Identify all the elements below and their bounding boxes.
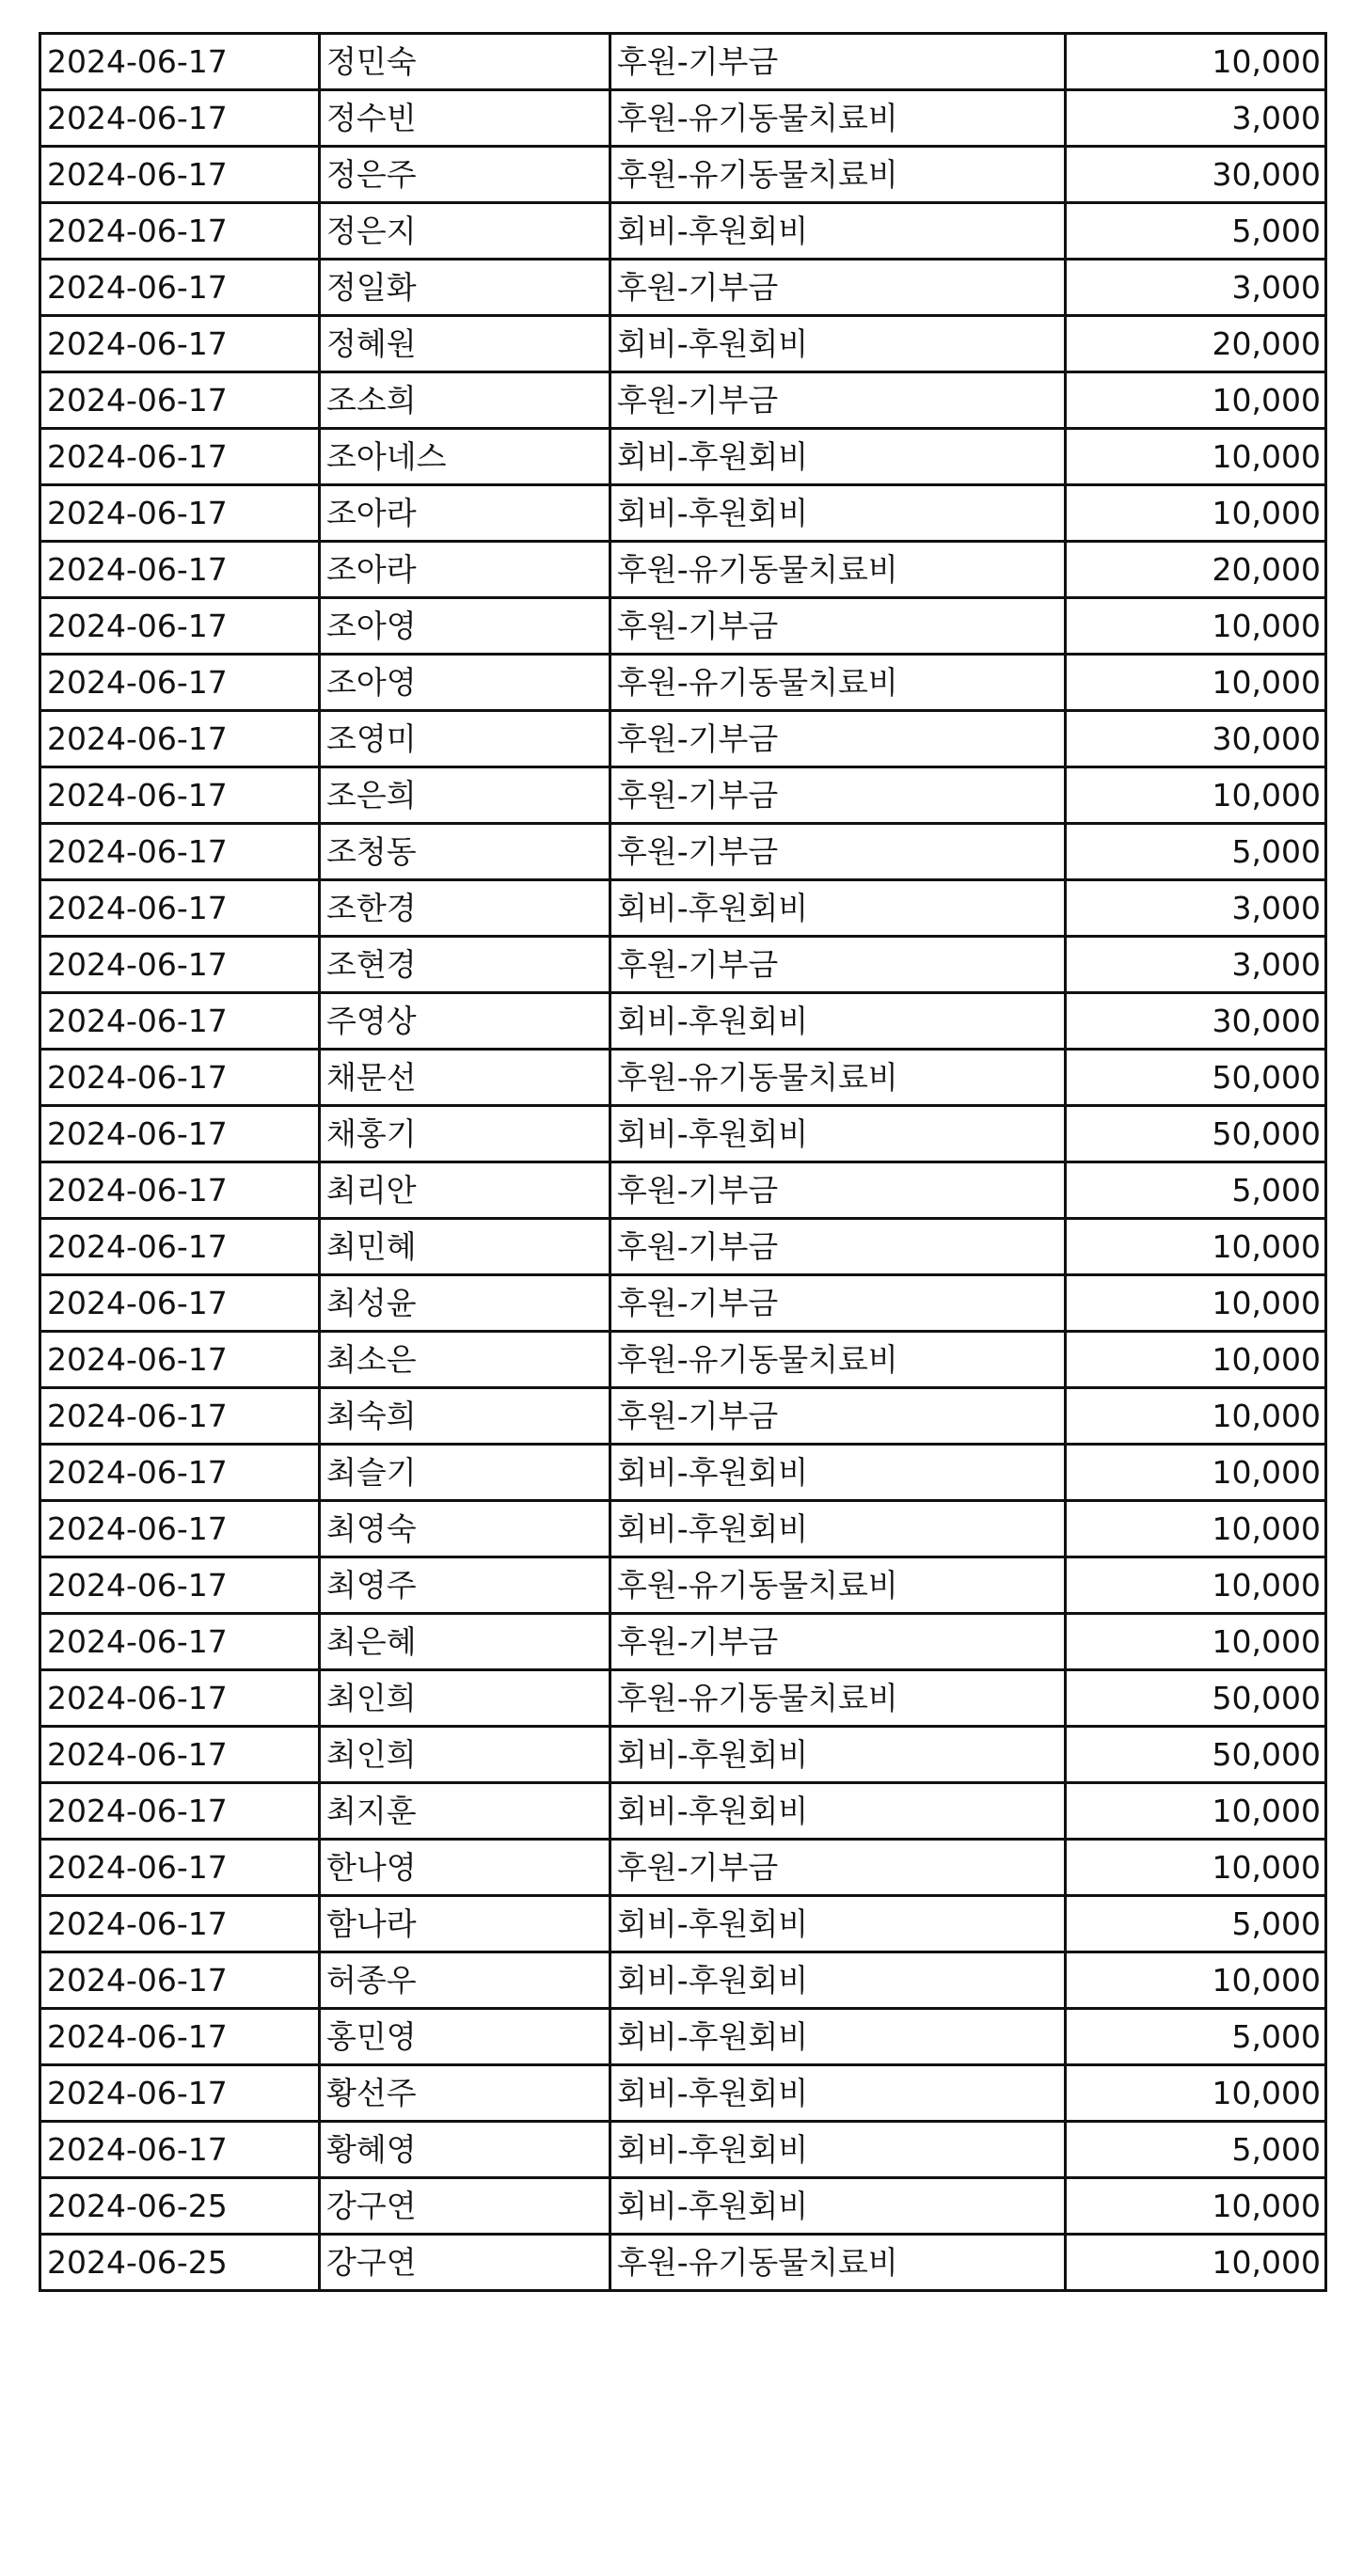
date-cell: 2024-06-17 (40, 767, 320, 824)
donor-name-cell: 조아네스 (320, 429, 610, 485)
donor-name-cell: 최영숙 (320, 1501, 610, 1557)
table-row (40, 824, 1326, 880)
date-cell: 2024-06-17 (40, 34, 320, 90)
donor-name-cell: 조아라 (320, 485, 610, 542)
amount-cell: 30,000 (1066, 993, 1326, 1050)
table-row (40, 993, 1326, 1050)
donor-name-cell: 정일화 (320, 260, 610, 316)
donor-name-cell: 최소은 (320, 1332, 610, 1388)
table-row (40, 1501, 1326, 1557)
donor-name-cell: 정혜원 (320, 316, 610, 372)
donor-name-cell: 함나라 (320, 1896, 610, 1952)
amount-cell: 10,000 (1066, 1952, 1326, 2009)
category-cell: 회비-후원회비 (610, 2065, 1066, 2122)
date-cell: 2024-06-17 (40, 90, 320, 147)
amount-cell: 3,000 (1066, 937, 1326, 993)
date-cell: 2024-06-17 (40, 2122, 320, 2178)
date-cell: 2024-06-17 (40, 993, 320, 1050)
category-cell: 회비-후원회비 (610, 1952, 1066, 2009)
amount-cell: 20,000 (1066, 542, 1326, 598)
table-row (40, 1332, 1326, 1388)
donor-name-cell: 최민혜 (320, 1219, 610, 1275)
category-cell: 후원-유기동물치료비 (610, 147, 1066, 203)
donor-name-cell: 최성윤 (320, 1275, 610, 1332)
table-row (40, 1050, 1326, 1106)
table-row (40, 767, 1326, 824)
amount-cell: 10,000 (1066, 1783, 1326, 1840)
date-cell: 2024-06-17 (40, 147, 320, 203)
table-row (40, 147, 1326, 203)
table-row (40, 1896, 1326, 1952)
category-cell: 회비-후원회비 (610, 203, 1066, 260)
amount-cell: 10,000 (1066, 372, 1326, 429)
donor-name-cell: 정은주 (320, 147, 610, 203)
amount-cell: 10,000 (1066, 1275, 1326, 1332)
category-cell: 후원-기부금 (610, 767, 1066, 824)
table-row (40, 655, 1326, 711)
date-cell: 2024-06-17 (40, 655, 320, 711)
date-cell: 2024-06-17 (40, 316, 320, 372)
donor-name-cell: 채홍기 (320, 1106, 610, 1162)
amount-cell: 5,000 (1066, 203, 1326, 260)
date-cell: 2024-06-17 (40, 1670, 320, 1727)
table-row (40, 598, 1326, 655)
date-cell: 2024-06-17 (40, 542, 320, 598)
amount-cell: 50,000 (1066, 1050, 1326, 1106)
donor-name-cell: 주영상 (320, 993, 610, 1050)
table-row (40, 1840, 1326, 1896)
date-cell: 2024-06-17 (40, 2065, 320, 2122)
date-cell: 2024-06-17 (40, 485, 320, 542)
table-row (40, 1670, 1326, 1727)
table-row (40, 937, 1326, 993)
amount-cell: 10,000 (1066, 1501, 1326, 1557)
amount-cell: 5,000 (1066, 2009, 1326, 2065)
amount-cell: 10,000 (1066, 1445, 1326, 1501)
category-cell: 후원-기부금 (610, 598, 1066, 655)
date-cell: 2024-06-17 (40, 824, 320, 880)
date-cell: 2024-06-17 (40, 1219, 320, 1275)
amount-cell: 10,000 (1066, 429, 1326, 485)
amount-cell: 10,000 (1066, 1332, 1326, 1388)
table-row (40, 1445, 1326, 1501)
amount-cell: 5,000 (1066, 2122, 1326, 2178)
category-cell: 회비-후원회비 (610, 1896, 1066, 1952)
donor-name-cell: 최숙희 (320, 1388, 610, 1445)
donor-name-cell: 조소희 (320, 372, 610, 429)
date-cell: 2024-06-17 (40, 1332, 320, 1388)
amount-cell: 10,000 (1066, 1557, 1326, 1614)
category-cell: 후원-유기동물치료비 (610, 1332, 1066, 1388)
table-row (40, 1106, 1326, 1162)
table-row (40, 542, 1326, 598)
date-cell: 2024-06-17 (40, 1050, 320, 1106)
donor-name-cell: 강구연 (320, 2178, 610, 2235)
donation-ledger-table (39, 32, 1327, 2292)
table-row (40, 2065, 1326, 2122)
table-row (40, 34, 1326, 90)
donor-name-cell: 조아라 (320, 542, 610, 598)
amount-cell: 10,000 (1066, 1840, 1326, 1896)
donor-name-cell: 홍민영 (320, 2009, 610, 2065)
date-cell: 2024-06-17 (40, 1557, 320, 1614)
category-cell: 회비-후원회비 (610, 2122, 1066, 2178)
donor-name-cell: 조현경 (320, 937, 610, 993)
date-cell: 2024-06-17 (40, 1106, 320, 1162)
table-row (40, 1275, 1326, 1332)
amount-cell: 10,000 (1066, 598, 1326, 655)
amount-cell: 10,000 (1066, 34, 1326, 90)
amount-cell: 30,000 (1066, 711, 1326, 767)
donor-name-cell: 최인희 (320, 1670, 610, 1727)
ledger-body (40, 34, 1326, 2291)
amount-cell: 10,000 (1066, 767, 1326, 824)
donor-name-cell: 최리안 (320, 1162, 610, 1219)
category-cell: 회비-후원회비 (610, 316, 1066, 372)
donor-name-cell: 최인희 (320, 1727, 610, 1783)
table-row (40, 1783, 1326, 1840)
donor-name-cell: 최은혜 (320, 1614, 610, 1670)
donor-name-cell: 황선주 (320, 2065, 610, 2122)
amount-cell: 3,000 (1066, 90, 1326, 147)
table-row (40, 711, 1326, 767)
category-cell: 후원-기부금 (610, 372, 1066, 429)
category-cell: 후원-유기동물치료비 (610, 1557, 1066, 1614)
amount-cell: 5,000 (1066, 1162, 1326, 1219)
table-row (40, 203, 1326, 260)
date-cell: 2024-06-17 (40, 1445, 320, 1501)
date-cell: 2024-06-17 (40, 880, 320, 937)
date-cell: 2024-06-17 (40, 1162, 320, 1219)
category-cell: 후원-기부금 (610, 711, 1066, 767)
donor-name-cell: 채문선 (320, 1050, 610, 1106)
amount-cell: 3,000 (1066, 880, 1326, 937)
category-cell: 후원-기부금 (610, 824, 1066, 880)
amount-cell: 10,000 (1066, 2235, 1326, 2291)
donor-name-cell: 허종우 (320, 1952, 610, 2009)
amount-cell: 10,000 (1066, 2178, 1326, 2235)
date-cell: 2024-06-17 (40, 1275, 320, 1332)
category-cell: 회비-후원회비 (610, 1501, 1066, 1557)
table-row (40, 316, 1326, 372)
amount-cell: 10,000 (1066, 1614, 1326, 1670)
table-row (40, 2178, 1326, 2235)
donor-name-cell: 조청동 (320, 824, 610, 880)
donor-name-cell: 최슬기 (320, 1445, 610, 1501)
date-cell: 2024-06-17 (40, 711, 320, 767)
amount-cell: 10,000 (1066, 485, 1326, 542)
donor-name-cell: 한나영 (320, 1840, 610, 1896)
category-cell: 후원-유기동물치료비 (610, 1050, 1066, 1106)
amount-cell: 5,000 (1066, 824, 1326, 880)
category-cell: 회비-후원회비 (610, 993, 1066, 1050)
category-cell: 회비-후원회비 (610, 2178, 1066, 2235)
amount-cell: 50,000 (1066, 1670, 1326, 1727)
amount-cell: 50,000 (1066, 1106, 1326, 1162)
donor-name-cell: 조아영 (320, 598, 610, 655)
table-row (40, 90, 1326, 147)
date-cell: 2024-06-17 (40, 1614, 320, 1670)
category-cell: 후원-기부금 (610, 1219, 1066, 1275)
amount-cell: 10,000 (1066, 655, 1326, 711)
amount-cell: 30,000 (1066, 147, 1326, 203)
donor-name-cell: 정은지 (320, 203, 610, 260)
category-cell: 후원-유기동물치료비 (610, 90, 1066, 147)
date-cell: 2024-06-17 (40, 372, 320, 429)
date-cell: 2024-06-17 (40, 1952, 320, 2009)
date-cell: 2024-06-25 (40, 2178, 320, 2235)
date-cell: 2024-06-17 (40, 598, 320, 655)
donor-name-cell: 조한경 (320, 880, 610, 937)
donor-name-cell: 정민숙 (320, 34, 610, 90)
category-cell: 후원-기부금 (610, 260, 1066, 316)
amount-cell: 50,000 (1066, 1727, 1326, 1783)
date-cell: 2024-06-17 (40, 1840, 320, 1896)
table-row (40, 485, 1326, 542)
table-row (40, 1162, 1326, 1219)
table-row (40, 880, 1326, 937)
amount-cell: 5,000 (1066, 1896, 1326, 1952)
table-row (40, 1219, 1326, 1275)
category-cell: 후원-유기동물치료비 (610, 1670, 1066, 1727)
date-cell: 2024-06-17 (40, 2009, 320, 2065)
category-cell: 회비-후원회비 (610, 1783, 1066, 1840)
donor-name-cell: 최지훈 (320, 1783, 610, 1840)
category-cell: 후원-기부금 (610, 1840, 1066, 1896)
donor-name-cell: 정수빈 (320, 90, 610, 147)
table-row (40, 2235, 1326, 2291)
category-cell: 회비-후원회비 (610, 2009, 1066, 2065)
donor-name-cell: 강구연 (320, 2235, 610, 2291)
date-cell: 2024-06-17 (40, 429, 320, 485)
category-cell: 후원-유기동물치료비 (610, 2235, 1066, 2291)
date-cell: 2024-06-17 (40, 1896, 320, 1952)
table-row (40, 1952, 1326, 2009)
table-row (40, 1727, 1326, 1783)
donor-name-cell: 조영미 (320, 711, 610, 767)
category-cell: 후원-기부금 (610, 34, 1066, 90)
table-row (40, 2009, 1326, 2065)
date-cell: 2024-06-17 (40, 1501, 320, 1557)
category-cell: 회비-후원회비 (610, 485, 1066, 542)
category-cell: 후원-기부금 (610, 1388, 1066, 1445)
amount-cell: 10,000 (1066, 1219, 1326, 1275)
date-cell: 2024-06-17 (40, 1783, 320, 1840)
category-cell: 회비-후원회비 (610, 429, 1066, 485)
amount-cell: 10,000 (1066, 2065, 1326, 2122)
date-cell: 2024-06-17 (40, 937, 320, 993)
category-cell: 후원-유기동물치료비 (610, 655, 1066, 711)
table-row (40, 260, 1326, 316)
table-row (40, 2122, 1326, 2178)
category-cell: 후원-기부금 (610, 1162, 1066, 1219)
date-cell: 2024-06-17 (40, 260, 320, 316)
date-cell: 2024-06-17 (40, 1388, 320, 1445)
donor-name-cell: 조아영 (320, 655, 610, 711)
date-cell: 2024-06-17 (40, 203, 320, 260)
table-row (40, 1557, 1326, 1614)
category-cell: 후원-기부금 (610, 937, 1066, 993)
table-row (40, 429, 1326, 485)
donor-name-cell: 조은희 (320, 767, 610, 824)
category-cell: 후원-기부금 (610, 1275, 1066, 1332)
category-cell: 회비-후원회비 (610, 880, 1066, 937)
table-row (40, 1388, 1326, 1445)
category-cell: 후원-유기동물치료비 (610, 542, 1066, 598)
amount-cell: 3,000 (1066, 260, 1326, 316)
date-cell: 2024-06-17 (40, 1727, 320, 1783)
donor-name-cell: 황혜영 (320, 2122, 610, 2178)
amount-cell: 20,000 (1066, 316, 1326, 372)
category-cell: 회비-후원회비 (610, 1727, 1066, 1783)
table-row (40, 1614, 1326, 1670)
date-cell: 2024-06-25 (40, 2235, 320, 2291)
category-cell: 회비-후원회비 (610, 1106, 1066, 1162)
category-cell: 회비-후원회비 (610, 1445, 1066, 1501)
table-row (40, 372, 1326, 429)
amount-cell: 10,000 (1066, 1388, 1326, 1445)
category-cell: 후원-기부금 (610, 1614, 1066, 1670)
donor-name-cell: 최영주 (320, 1557, 610, 1614)
